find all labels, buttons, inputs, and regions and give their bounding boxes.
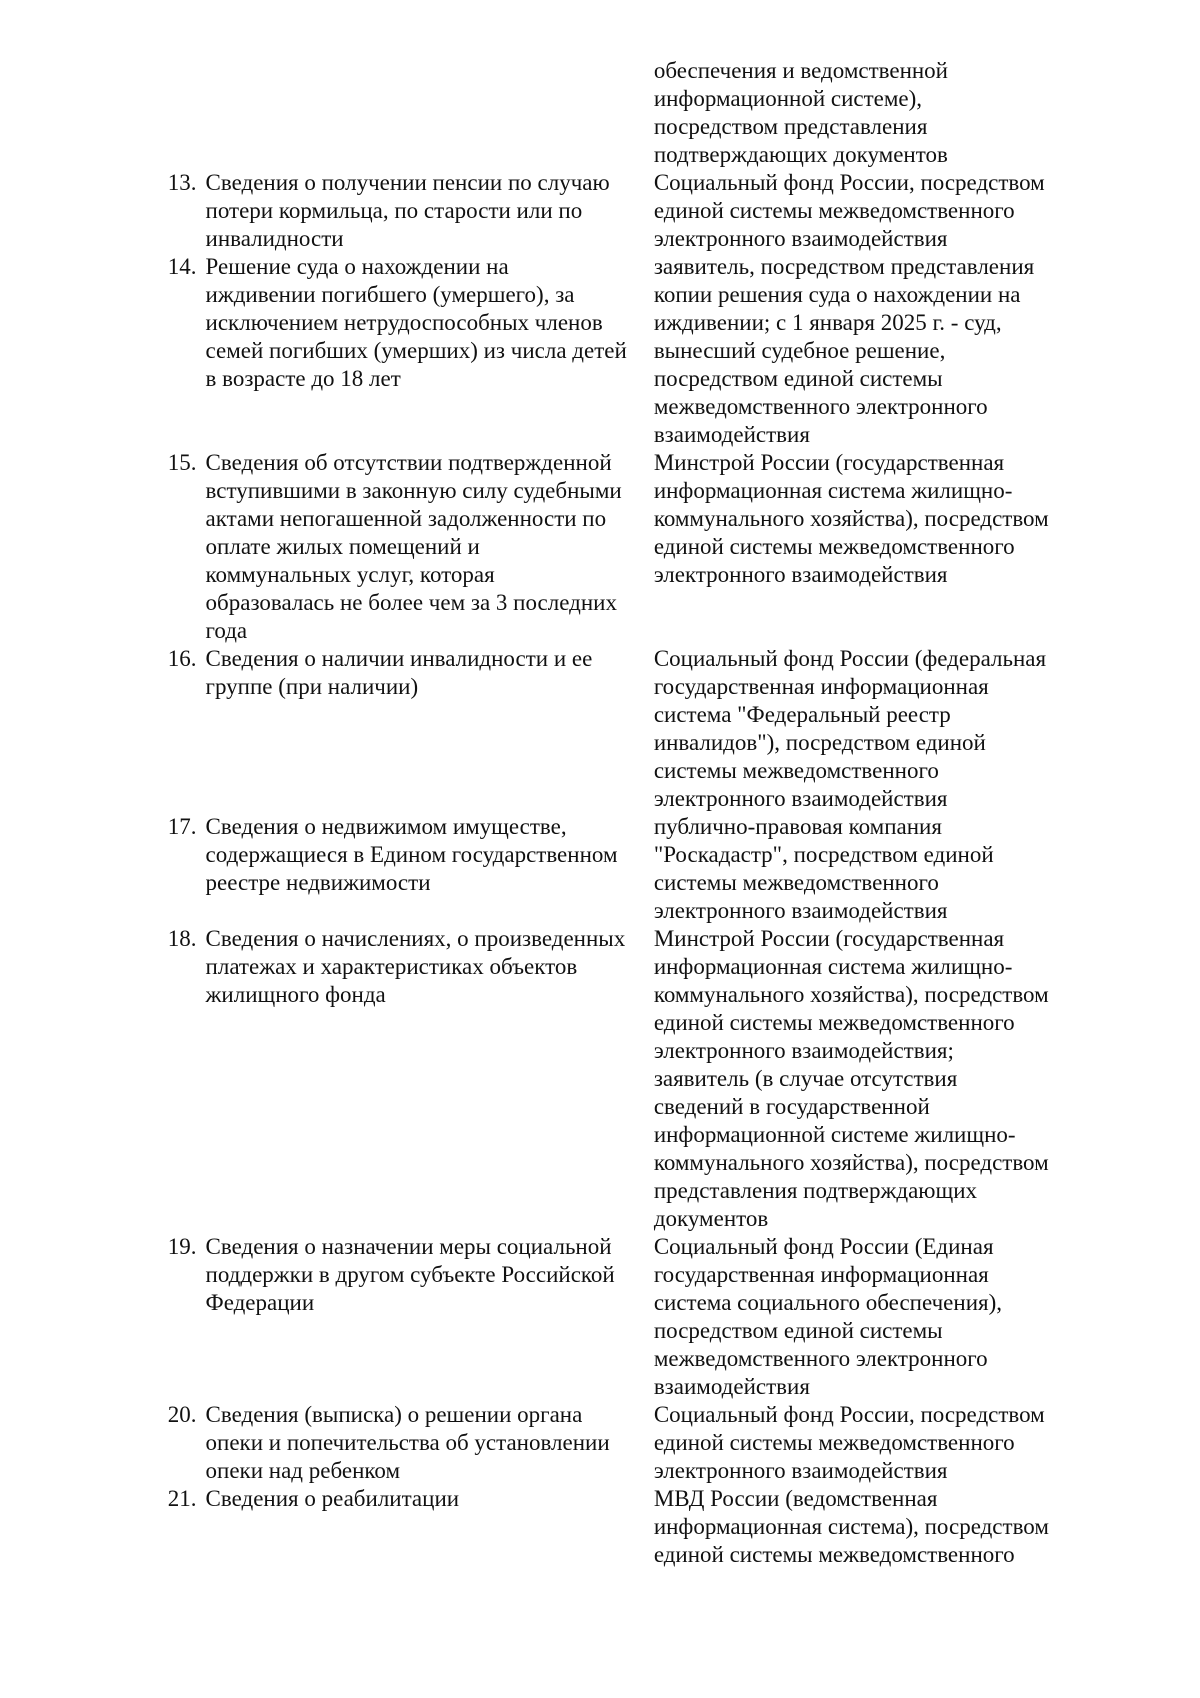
table-row xyxy=(150,1401,1090,1485)
row-source: Минстрой России (государственная информационная система жилищно- коммунального хозяйства), посредством единой системы межведомственного электронного взаимодействия; заявитель (в случае отсутствия сведений в государственной информационной системе жилищно- коммунального хозяйства), посредством представления подтверждающих документов xyxy=(653,926,1049,1231)
table-row-continuation xyxy=(150,57,1090,169)
row-number: 16. xyxy=(167,646,197,671)
table-row xyxy=(150,1233,1090,1401)
row-info: Сведения о начислениях, о произведенных платежах и характеристиках объектов жилищного фонда xyxy=(205,926,626,1007)
row-source: заявитель, посредством представления копии решения суда о нахождении на иждивении; с 1 января 2025 г. - суд, вынесший судебное решение, посредством единой системы межведомственного электронного взаимодействия xyxy=(653,254,1035,447)
row-source: публично-правовая компания "Роскадастр", посредством единой системы межведомственного электронного взаимодействия xyxy=(653,814,994,923)
row-number: 14. xyxy=(167,254,197,279)
table-row xyxy=(150,253,1090,449)
row-source: МВД России (ведомственная информационная система), посредством единой системы межведомственного xyxy=(653,1486,1049,1567)
row-source: Социальный фонд России, посредством единой системы межведомственного электронного взаимодействия xyxy=(653,170,1045,251)
row-number: 19. xyxy=(167,1234,197,1259)
documents-table xyxy=(150,57,1090,1569)
row-number: 15. xyxy=(167,450,197,475)
row-info: Сведения (выписка) о решении органа опеки и попечительства об установлении опеки над ребенком xyxy=(205,1402,610,1483)
table-row xyxy=(150,1485,1090,1569)
row-info xyxy=(206,57,654,169)
row-number: 17. xyxy=(167,814,197,839)
row-number: 21. xyxy=(167,1486,197,1511)
row-info: Сведения о назначении меры социальной поддержки в другом субъекте Российской Федерации xyxy=(205,1234,615,1315)
row-number xyxy=(150,57,206,169)
table-row xyxy=(150,645,1090,813)
table-row xyxy=(150,925,1090,1233)
row-number: 13. xyxy=(167,170,197,195)
table-row xyxy=(150,449,1090,645)
row-info: Сведения о реабилитации xyxy=(205,1486,460,1511)
table-row xyxy=(150,813,1090,925)
row-info: Сведения о наличии инвалидности и ее группе (при наличии) xyxy=(205,646,593,699)
row-info: Решение суда о нахождении на иждивении погибшего (умершего), за исключением нетрудоспособных членов семей погибших (умерших) из числа детей в возрасте до 18 лет xyxy=(205,254,627,391)
row-source: Социальный фонд России (Единая государственная информационная система социального обеспечения), посредством единой системы межведомственного электронного взаимодействия xyxy=(653,1234,1002,1399)
row-info: Сведения о недвижимом имуществе, содержащиеся в Едином государственном реестре недвижимости xyxy=(205,814,618,895)
row-source: Минстрой России (государственная информационная система жилищно- коммунального хозяйства), посредством единой системы межведомственного электронного взаимодействия xyxy=(653,450,1049,587)
row-info: Сведения о получении пенсии по случаю потери кормильца, по старости или по инвалидности xyxy=(205,170,610,251)
row-number: 18. xyxy=(167,926,197,951)
row-source: Социальный фонд России, посредством единой системы межведомственного электронного взаимодействия xyxy=(653,1402,1045,1483)
row-number: 20. xyxy=(167,1402,197,1427)
row-source: Социальный фонд России (федеральная государственная информационная система "Федеральный реестр инвалидов"), посредством единой системы межведомственного электронного взаимодействия xyxy=(653,646,1047,811)
row-source: обеспечения и ведомственной информационной системе), посредством представления подтверждающих документов xyxy=(653,58,948,167)
table-row xyxy=(150,169,1090,253)
row-info: Сведения об отсутствии подтвержденной вступившими в законную силу судебными актами непогашенной задолженности по оплате жилых помещений и коммунальных услуг, которая образовалась не более чем за 3 последних года xyxy=(205,450,622,643)
